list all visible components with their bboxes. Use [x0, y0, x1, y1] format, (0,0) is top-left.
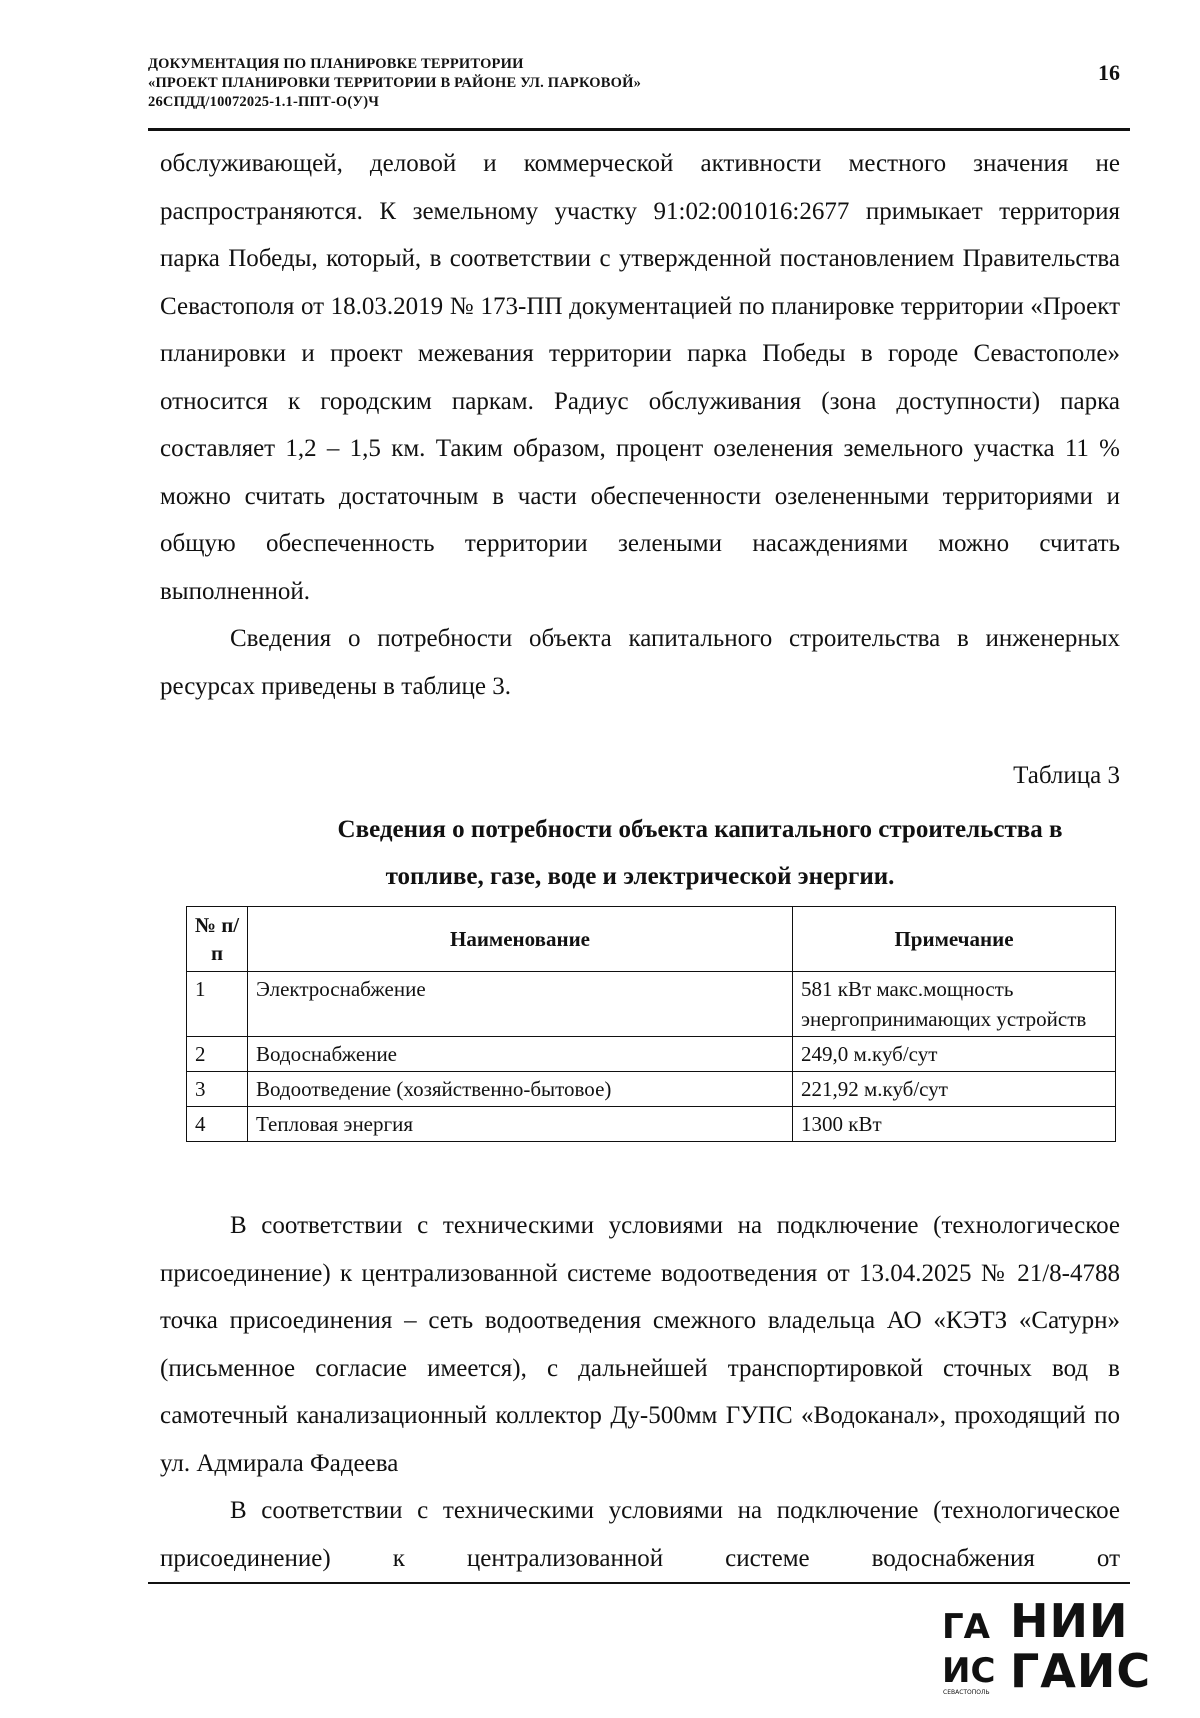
row-note: 581 кВт макс.мощность энергопринимающих устройств — [793, 972, 1116, 1037]
paragraph-3: В соответствии с техническими условиями на подключение (технологическое присоединение) к централизованной системе водоотведения от 13.04.2025 № 21/8-4788 точка присоединения – сеть водоотведения смежного владельца АО «КЭТЗ «Сатурн» (письменное согласие имеется), с дальнейшей транспортировкой сточных вод в самотечный канализационный коллектор Ду-500мм ГУПС «Водоканал», проходящий по ул. Адмирала Фадеева — [160, 1212, 1120, 1477]
logo-line-1: НИИ — [1010, 1594, 1129, 1648]
row-name: Водоснабжение — [248, 1037, 793, 1072]
table-row — [187, 1072, 1116, 1107]
row-number: 1 — [187, 972, 248, 1037]
logo-line-2: ГАИС — [1010, 1644, 1152, 1698]
row-name: Тепловая энергия — [248, 1107, 793, 1142]
table-row — [187, 1107, 1116, 1142]
table-title-line-2: топливе, газе, воде и электрической энергии. — [385, 863, 895, 890]
page-number: 16 — [1098, 60, 1120, 85]
body-section-top — [160, 140, 1120, 710]
row-name: Водоотведение (хозяйственно-бытовое) — [248, 1072, 793, 1107]
table-row — [187, 972, 1116, 1037]
resource-table — [186, 906, 1116, 1142]
header-note: Примечание — [793, 907, 1116, 972]
header-number: № п/п — [187, 907, 248, 972]
row-number: 4 — [187, 1107, 248, 1142]
row-note: 249,0 м.куб/сут — [793, 1037, 1116, 1072]
table-caption: Таблица 3 — [1013, 762, 1120, 789]
logo-small-text: СЕВАСТОПОЛЬ — [943, 1689, 990, 1696]
footer-rule — [148, 1582, 1130, 1584]
header-line-3: 26СПДД/10072025-1.1-ППТ-О(У)Ч — [148, 94, 380, 110]
paragraph-2: Сведения о потребности объекта капитального строительства в инженерных ресурсах приведены в таблице 3. — [160, 625, 1120, 700]
row-note: 1300 кВт — [793, 1107, 1116, 1142]
row-name: Электроснабжение — [248, 972, 793, 1037]
table-header-row — [187, 907, 1116, 972]
table-title-line-1: Сведения о потребности объекта капитального строительства в — [337, 816, 1063, 843]
document-header — [148, 55, 1108, 112]
header-line-2: «ПРОЕКТ ПЛАНИРОВКИ ТЕРРИТОРИИ В РАЙОНЕ УЛ. ПАРКОВОЙ» — [148, 75, 642, 91]
logo-wordmark — [1010, 1596, 1151, 1696]
table-row — [187, 1037, 1116, 1072]
paragraph-1: обслуживающей, деловой и коммерческой активности местного значения не распространяются. К земельному участку 91:02:001016:2677 примыкает территория парка Победы, который, в соответствии с утвержденной постановлением Правительства Севастополя от 18.03.2019 № 173-ПП документацией по планировке территории «Проект планировки и проект межевания территории парка Победы в городе Севастополе» относится к городским паркам. Радиус обслуживания (зона доступности) парка составляет 1,2 – 1,5 км. Таким образом, процент озеленения земельного участка 11 % можно считать достаточным в части обеспеченности озелененными территориями и общую обеспеченность территории зелеными насаждениями можно считать выполненной. — [160, 150, 1120, 605]
header-rule — [148, 128, 1130, 131]
row-number: 3 — [187, 1072, 248, 1107]
body-section-bottom — [160, 1202, 1120, 1582]
row-note: 221,92 м.куб/сут — [793, 1072, 1116, 1107]
table-title — [160, 806, 1120, 900]
header-name: Наименование — [248, 907, 793, 972]
logo-mark-top: ГА — [942, 1607, 990, 1647]
logo-mark-bottom: ИС — [942, 1651, 996, 1691]
header-line-1: ДОКУМЕНТАЦИЯ ПО ПЛАНИРОВКЕ ТЕРРИТОРИИ — [148, 56, 524, 72]
row-number: 2 — [187, 1037, 248, 1072]
paragraph-4: В соответствии с техническими условиями на подключение (технологическое присоединение) к централизованной системе водоснабжения от — [160, 1497, 1120, 1572]
